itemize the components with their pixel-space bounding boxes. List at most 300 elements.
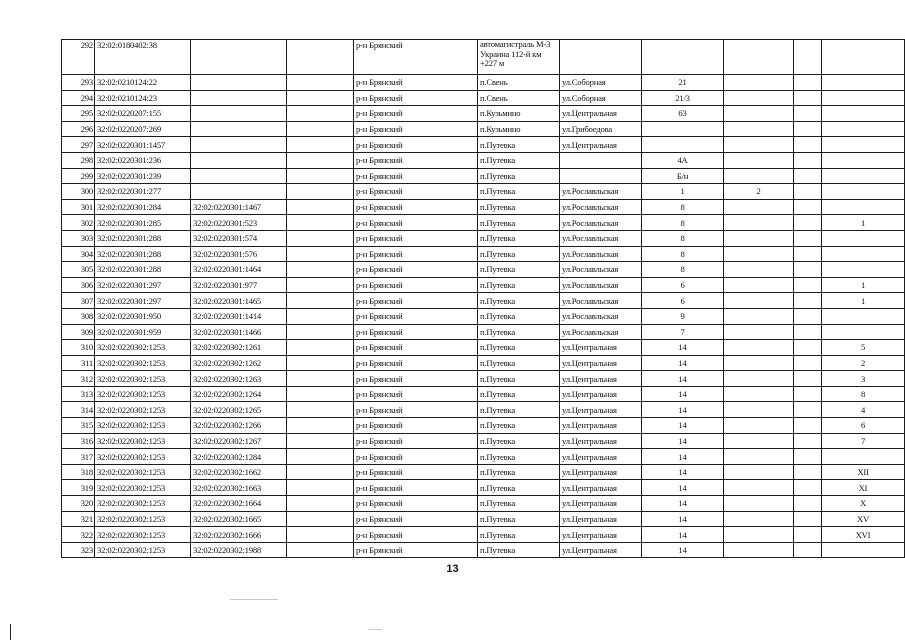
settlement: автомагистраль М-3 Украина 112-й км +227 м: [478, 40, 560, 75]
district: р-н Брянский: [354, 40, 478, 75]
cadastral-number: 32:02:0180402:38: [95, 40, 191, 75]
scan-artifact-line: [368, 629, 382, 630]
street: [560, 168, 642, 184]
house-number: 14: [642, 340, 724, 356]
table-row: [62, 386, 905, 402]
apartment-number: [822, 121, 905, 137]
empty-cell: [794, 293, 822, 309]
scan-edge-mark: [10, 624, 11, 640]
table-row: [62, 324, 905, 340]
street: ул.Рославльская: [560, 324, 642, 340]
apartment-number: 8: [822, 386, 905, 402]
district: р-н Брянский: [354, 527, 478, 543]
table-row: [62, 246, 905, 262]
table-row: [62, 511, 905, 527]
district: р-н Брянский: [354, 340, 478, 356]
district: р-н Брянский: [354, 246, 478, 262]
scan-artifact-line: [230, 599, 278, 600]
street: ул.Центральная: [560, 449, 642, 465]
row-number: 316: [62, 433, 95, 449]
apartment-number: [822, 184, 905, 200]
empty-cell: [287, 371, 354, 387]
settlement: п.Путевка: [478, 308, 560, 324]
apartment-number: 5: [822, 340, 905, 356]
cadastral-number: 32:02:0220301:277: [95, 184, 191, 200]
house-number: 14: [642, 464, 724, 480]
street: ул.Центральная: [560, 418, 642, 434]
house-number: [642, 137, 724, 153]
house-number: Б/н: [642, 168, 724, 184]
street: ул.Рославльская: [560, 215, 642, 231]
cadastral-number: 32:02:0210124:23: [95, 90, 191, 106]
empty-cell: [794, 386, 822, 402]
related-cadastral-number: [191, 152, 287, 168]
related-cadastral-number: 32:02:0220301:1466: [191, 324, 287, 340]
empty-cell: [794, 137, 822, 153]
row-number: 311: [62, 355, 95, 371]
building-number: [724, 137, 794, 153]
house-number: 7: [642, 324, 724, 340]
apartment-number: 4: [822, 402, 905, 418]
empty-cell: [287, 293, 354, 309]
empty-cell: [287, 418, 354, 434]
house-number: 14: [642, 496, 724, 512]
empty-cell: [287, 355, 354, 371]
empty-cell: [794, 262, 822, 278]
district: р-н Брянский: [354, 121, 478, 137]
table-row: [62, 184, 905, 200]
settlement: п.Путевка: [478, 184, 560, 200]
empty-cell: [794, 199, 822, 215]
related-cadastral-number: 32:02:0220302:1665: [191, 511, 287, 527]
building-number: [724, 418, 794, 434]
street: ул.Центральная: [560, 137, 642, 153]
table-row: [62, 480, 905, 496]
district: р-н Брянский: [354, 402, 478, 418]
building-number: [724, 464, 794, 480]
empty-cell: [287, 40, 354, 75]
empty-cell: [794, 324, 822, 340]
building-number: [724, 75, 794, 91]
apartment-number: XII: [822, 464, 905, 480]
district: р-н Брянский: [354, 106, 478, 122]
building-number: [724, 293, 794, 309]
apartment-number: [822, 246, 905, 262]
cadastral-number: 32:02:0220301:1457: [95, 137, 191, 153]
empty-cell: [794, 40, 822, 75]
house-number: 14: [642, 527, 724, 543]
empty-cell: [794, 184, 822, 200]
building-number: [724, 121, 794, 137]
related-cadastral-number: 32:02:0220301:523: [191, 215, 287, 231]
empty-cell: [287, 308, 354, 324]
building-number: [724, 371, 794, 387]
building-number: 2: [724, 184, 794, 200]
row-number: 297: [62, 137, 95, 153]
related-cadastral-number: 32:02:0220301:576: [191, 246, 287, 262]
empty-cell: [794, 511, 822, 527]
settlement: п.Путевка: [478, 230, 560, 246]
table-row: [62, 449, 905, 465]
district: р-н Брянский: [354, 277, 478, 293]
empty-cell: [794, 464, 822, 480]
row-number: 321: [62, 511, 95, 527]
cadastral-number: 32:02:0220302:1253: [95, 449, 191, 465]
apartment-number: 2: [822, 355, 905, 371]
table-row: [62, 527, 905, 543]
apartment-number: 1: [822, 277, 905, 293]
building-number: [724, 433, 794, 449]
apartment-number: [822, 137, 905, 153]
table-row: [62, 199, 905, 215]
empty-cell: [794, 340, 822, 356]
table-row: [62, 418, 905, 434]
street: ул.Центральная: [560, 340, 642, 356]
empty-cell: [287, 324, 354, 340]
apartment-number: [822, 75, 905, 91]
district: р-н Брянский: [354, 449, 478, 465]
cadastral-number: 32:02:0220302:1253: [95, 527, 191, 543]
district: р-н Брянский: [354, 293, 478, 309]
district: р-н Брянский: [354, 168, 478, 184]
house-number: 63: [642, 106, 724, 122]
building-number: [724, 511, 794, 527]
cadastral-number: 32:02:0220207:269: [95, 121, 191, 137]
table-row: [62, 464, 905, 480]
cadastral-number: 32:02:0220302:1253: [95, 542, 191, 558]
building-number: [724, 308, 794, 324]
table-row: [62, 496, 905, 512]
cadastral-number: 32:02:0220302:1253: [95, 402, 191, 418]
street: [560, 40, 642, 75]
district: р-н Брянский: [354, 433, 478, 449]
building-number: [724, 230, 794, 246]
cadastral-number: 32:02:0220302:1253: [95, 433, 191, 449]
related-cadastral-number: 32:02:0220302:1284: [191, 449, 287, 465]
district: р-н Брянский: [354, 355, 478, 371]
apartment-number: [822, 308, 905, 324]
settlement: п.Путевка: [478, 527, 560, 543]
apartment-number: [822, 168, 905, 184]
street: ул.Рославльская: [560, 184, 642, 200]
cadastral-number: 32:02:0220301:284: [95, 199, 191, 215]
related-cadastral-number: [191, 90, 287, 106]
table-row: [62, 215, 905, 231]
house-number: 14: [642, 511, 724, 527]
related-cadastral-number: 32:02:0220302:1666: [191, 527, 287, 543]
district: р-н Брянский: [354, 230, 478, 246]
apartment-number: XI: [822, 480, 905, 496]
settlement: п.Кузьмино: [478, 121, 560, 137]
apartment-number: 6: [822, 418, 905, 434]
district: р-н Брянский: [354, 199, 478, 215]
related-cadastral-number: [191, 40, 287, 75]
empty-cell: [794, 246, 822, 262]
street: ул.Центральная: [560, 355, 642, 371]
apartment-number: [822, 230, 905, 246]
house-number: 14: [642, 402, 724, 418]
street: ул.Рославльская: [560, 246, 642, 262]
street: ул.Центральная: [560, 542, 642, 558]
street: ул.Рославльская: [560, 262, 642, 278]
settlement: п.Путевка: [478, 293, 560, 309]
empty-cell: [794, 402, 822, 418]
house-number: 14: [642, 418, 724, 434]
cadastral-number: 32:02:0220302:1253: [95, 355, 191, 371]
empty-cell: [287, 121, 354, 137]
empty-cell: [794, 106, 822, 122]
empty-cell: [794, 230, 822, 246]
building-number: [724, 277, 794, 293]
building-number: [724, 262, 794, 278]
empty-cell: [287, 90, 354, 106]
related-cadastral-number: 32:02:0220301:1464: [191, 262, 287, 278]
table-row: [62, 40, 905, 75]
empty-cell: [794, 371, 822, 387]
cadastral-number: 32:02:0210124:22: [95, 75, 191, 91]
house-number: 9: [642, 308, 724, 324]
apartment-number: [822, 106, 905, 122]
table-row: [62, 293, 905, 309]
house-number: 21/3: [642, 90, 724, 106]
related-cadastral-number: 32:02:0220302:1264: [191, 386, 287, 402]
settlement: п.Свень: [478, 90, 560, 106]
district: р-н Брянский: [354, 496, 478, 512]
apartment-number: 1: [822, 293, 905, 309]
table-row: [62, 542, 905, 558]
building-number: [724, 215, 794, 231]
building-number: [724, 40, 794, 75]
table-row: [62, 168, 905, 184]
building-number: [724, 386, 794, 402]
related-cadastral-number: 32:02:0220302:1263: [191, 371, 287, 387]
settlement: п.Путевка: [478, 355, 560, 371]
building-number: [724, 106, 794, 122]
settlement: п.Путевка: [478, 168, 560, 184]
cadastral-number: 32:02:0220302:1253: [95, 464, 191, 480]
table-row: [62, 340, 905, 356]
table-row: [62, 308, 905, 324]
building-number: [724, 355, 794, 371]
row-number: 292: [62, 40, 95, 75]
empty-cell: [287, 386, 354, 402]
empty-cell: [287, 199, 354, 215]
table-row: [62, 90, 905, 106]
street: ул.Центральная: [560, 527, 642, 543]
district: р-н Брянский: [354, 386, 478, 402]
cadastral-number: 32:02:0220302:1253: [95, 480, 191, 496]
street: ул.Рославльская: [560, 199, 642, 215]
empty-cell: [287, 215, 354, 231]
related-cadastral-number: [191, 168, 287, 184]
empty-cell: [287, 402, 354, 418]
apartment-number: [822, 199, 905, 215]
district: р-н Брянский: [354, 464, 478, 480]
street: ул.Рославльская: [560, 230, 642, 246]
settlement: п.Путевка: [478, 277, 560, 293]
row-number: 315: [62, 418, 95, 434]
row-number: 302: [62, 215, 95, 231]
row-number: 307: [62, 293, 95, 309]
house-number: 1: [642, 184, 724, 200]
apartment-number: [822, 449, 905, 465]
empty-cell: [794, 308, 822, 324]
house-number: 14: [642, 386, 724, 402]
building-number: [724, 90, 794, 106]
street: ул.Центральная: [560, 402, 642, 418]
empty-cell: [287, 246, 354, 262]
cadastral-number: 32:02:0220301:288: [95, 262, 191, 278]
district: р-н Брянский: [354, 371, 478, 387]
settlement: п.Путевка: [478, 480, 560, 496]
cadastral-number: 32:02:0220207:155: [95, 106, 191, 122]
settlement: п.Путевка: [478, 199, 560, 215]
cadastral-number: 32:02:0220302:1253: [95, 496, 191, 512]
cadastral-number: 32:02:0220301:297: [95, 293, 191, 309]
related-cadastral-number: 32:02:0220301:574: [191, 230, 287, 246]
building-number: [724, 449, 794, 465]
district: р-н Брянский: [354, 418, 478, 434]
district: р-н Брянский: [354, 324, 478, 340]
building-number: [724, 527, 794, 543]
empty-cell: [794, 121, 822, 137]
building-number: [724, 199, 794, 215]
settlement: п.Путевка: [478, 418, 560, 434]
apartment-number: [822, 542, 905, 558]
district: р-н Брянский: [354, 511, 478, 527]
table-row: [62, 75, 905, 91]
page-number: 13: [446, 563, 459, 575]
house-number: 8: [642, 262, 724, 278]
building-number: [724, 152, 794, 168]
row-number: 308: [62, 308, 95, 324]
empty-cell: [287, 168, 354, 184]
building-number: [724, 246, 794, 262]
related-cadastral-number: 32:02:0220302:1265: [191, 402, 287, 418]
related-cadastral-number: [191, 106, 287, 122]
street: ул.Центральная: [560, 480, 642, 496]
street: ул.Центральная: [560, 371, 642, 387]
empty-cell: [794, 418, 822, 434]
table-row: [62, 137, 905, 153]
apartment-number: [822, 262, 905, 278]
empty-cell: [794, 449, 822, 465]
settlement: п.Путевка: [478, 246, 560, 262]
empty-cell: [287, 511, 354, 527]
table-row: [62, 371, 905, 387]
apartment-number: XV: [822, 511, 905, 527]
row-number: 295: [62, 106, 95, 122]
empty-cell: [794, 480, 822, 496]
empty-cell: [287, 496, 354, 512]
empty-cell: [794, 542, 822, 558]
related-cadastral-number: 32:02:0220302:1266: [191, 418, 287, 434]
empty-cell: [794, 433, 822, 449]
settlement: п.Путевка: [478, 340, 560, 356]
settlement: п.Путевка: [478, 262, 560, 278]
empty-cell: [287, 137, 354, 153]
related-cadastral-number: 32:02:0220302:1261: [191, 340, 287, 356]
row-number: 323: [62, 542, 95, 558]
empty-cell: [287, 277, 354, 293]
empty-cell: [287, 480, 354, 496]
house-number: 14: [642, 542, 724, 558]
related-cadastral-number: 32:02:0220302:1663: [191, 480, 287, 496]
district: р-н Брянский: [354, 152, 478, 168]
related-cadastral-number: 32:02:0220302:1988: [191, 542, 287, 558]
street: ул.Рославльская: [560, 293, 642, 309]
cadastral-number: 32:02:0220301:950: [95, 308, 191, 324]
settlement: п.Свень: [478, 75, 560, 91]
row-number: 304: [62, 246, 95, 262]
settlement: п.Путевка: [478, 542, 560, 558]
apartment-number: 1: [822, 215, 905, 231]
table-row: [62, 402, 905, 418]
street: ул.Центральная: [560, 433, 642, 449]
row-number: 296: [62, 121, 95, 137]
table-row: [62, 433, 905, 449]
empty-cell: [794, 527, 822, 543]
empty-cell: [794, 496, 822, 512]
related-cadastral-number: 32:02:0220301:977: [191, 277, 287, 293]
house-number: 8: [642, 246, 724, 262]
empty-cell: [794, 152, 822, 168]
empty-cell: [794, 277, 822, 293]
settlement: п.Путевка: [478, 137, 560, 153]
row-number: 294: [62, 90, 95, 106]
house-number: 4А: [642, 152, 724, 168]
street: ул.Центральная: [560, 511, 642, 527]
cadastral-number: 32:02:0220302:1253: [95, 386, 191, 402]
row-number: 303: [62, 230, 95, 246]
related-cadastral-number: 32:02:0220302:1267: [191, 433, 287, 449]
cadastral-number: 32:02:0220301:285: [95, 215, 191, 231]
cadastral-number: 32:02:0220302:1253: [95, 511, 191, 527]
house-number: 6: [642, 277, 724, 293]
table-row: [62, 277, 905, 293]
settlement: п.Путевка: [478, 324, 560, 340]
building-number: [724, 480, 794, 496]
row-number: 298: [62, 152, 95, 168]
settlement: п.Путевка: [478, 386, 560, 402]
row-number: 314: [62, 402, 95, 418]
house-number: 21: [642, 75, 724, 91]
house-number: 14: [642, 480, 724, 496]
row-number: 301: [62, 199, 95, 215]
empty-cell: [287, 106, 354, 122]
empty-cell: [287, 464, 354, 480]
cadastral-number: 32:02:0220301:288: [95, 246, 191, 262]
house-number: 14: [642, 355, 724, 371]
district: р-н Брянский: [354, 308, 478, 324]
street: [560, 152, 642, 168]
settlement: п.Путевка: [478, 402, 560, 418]
house-number: 6: [642, 293, 724, 309]
district: р-н Брянский: [354, 262, 478, 278]
building-number: [724, 542, 794, 558]
cadastral-number: 32:02:0220301:239: [95, 168, 191, 184]
empty-cell: [287, 230, 354, 246]
apartment-number: 7: [822, 433, 905, 449]
table-row: [62, 355, 905, 371]
empty-cell: [794, 168, 822, 184]
cadastral-number: 32:02:0220301:236: [95, 152, 191, 168]
house-number: 8: [642, 199, 724, 215]
related-cadastral-number: 32:02:0220302:1664: [191, 496, 287, 512]
row-number: 313: [62, 386, 95, 402]
row-number: 312: [62, 371, 95, 387]
empty-cell: [794, 355, 822, 371]
